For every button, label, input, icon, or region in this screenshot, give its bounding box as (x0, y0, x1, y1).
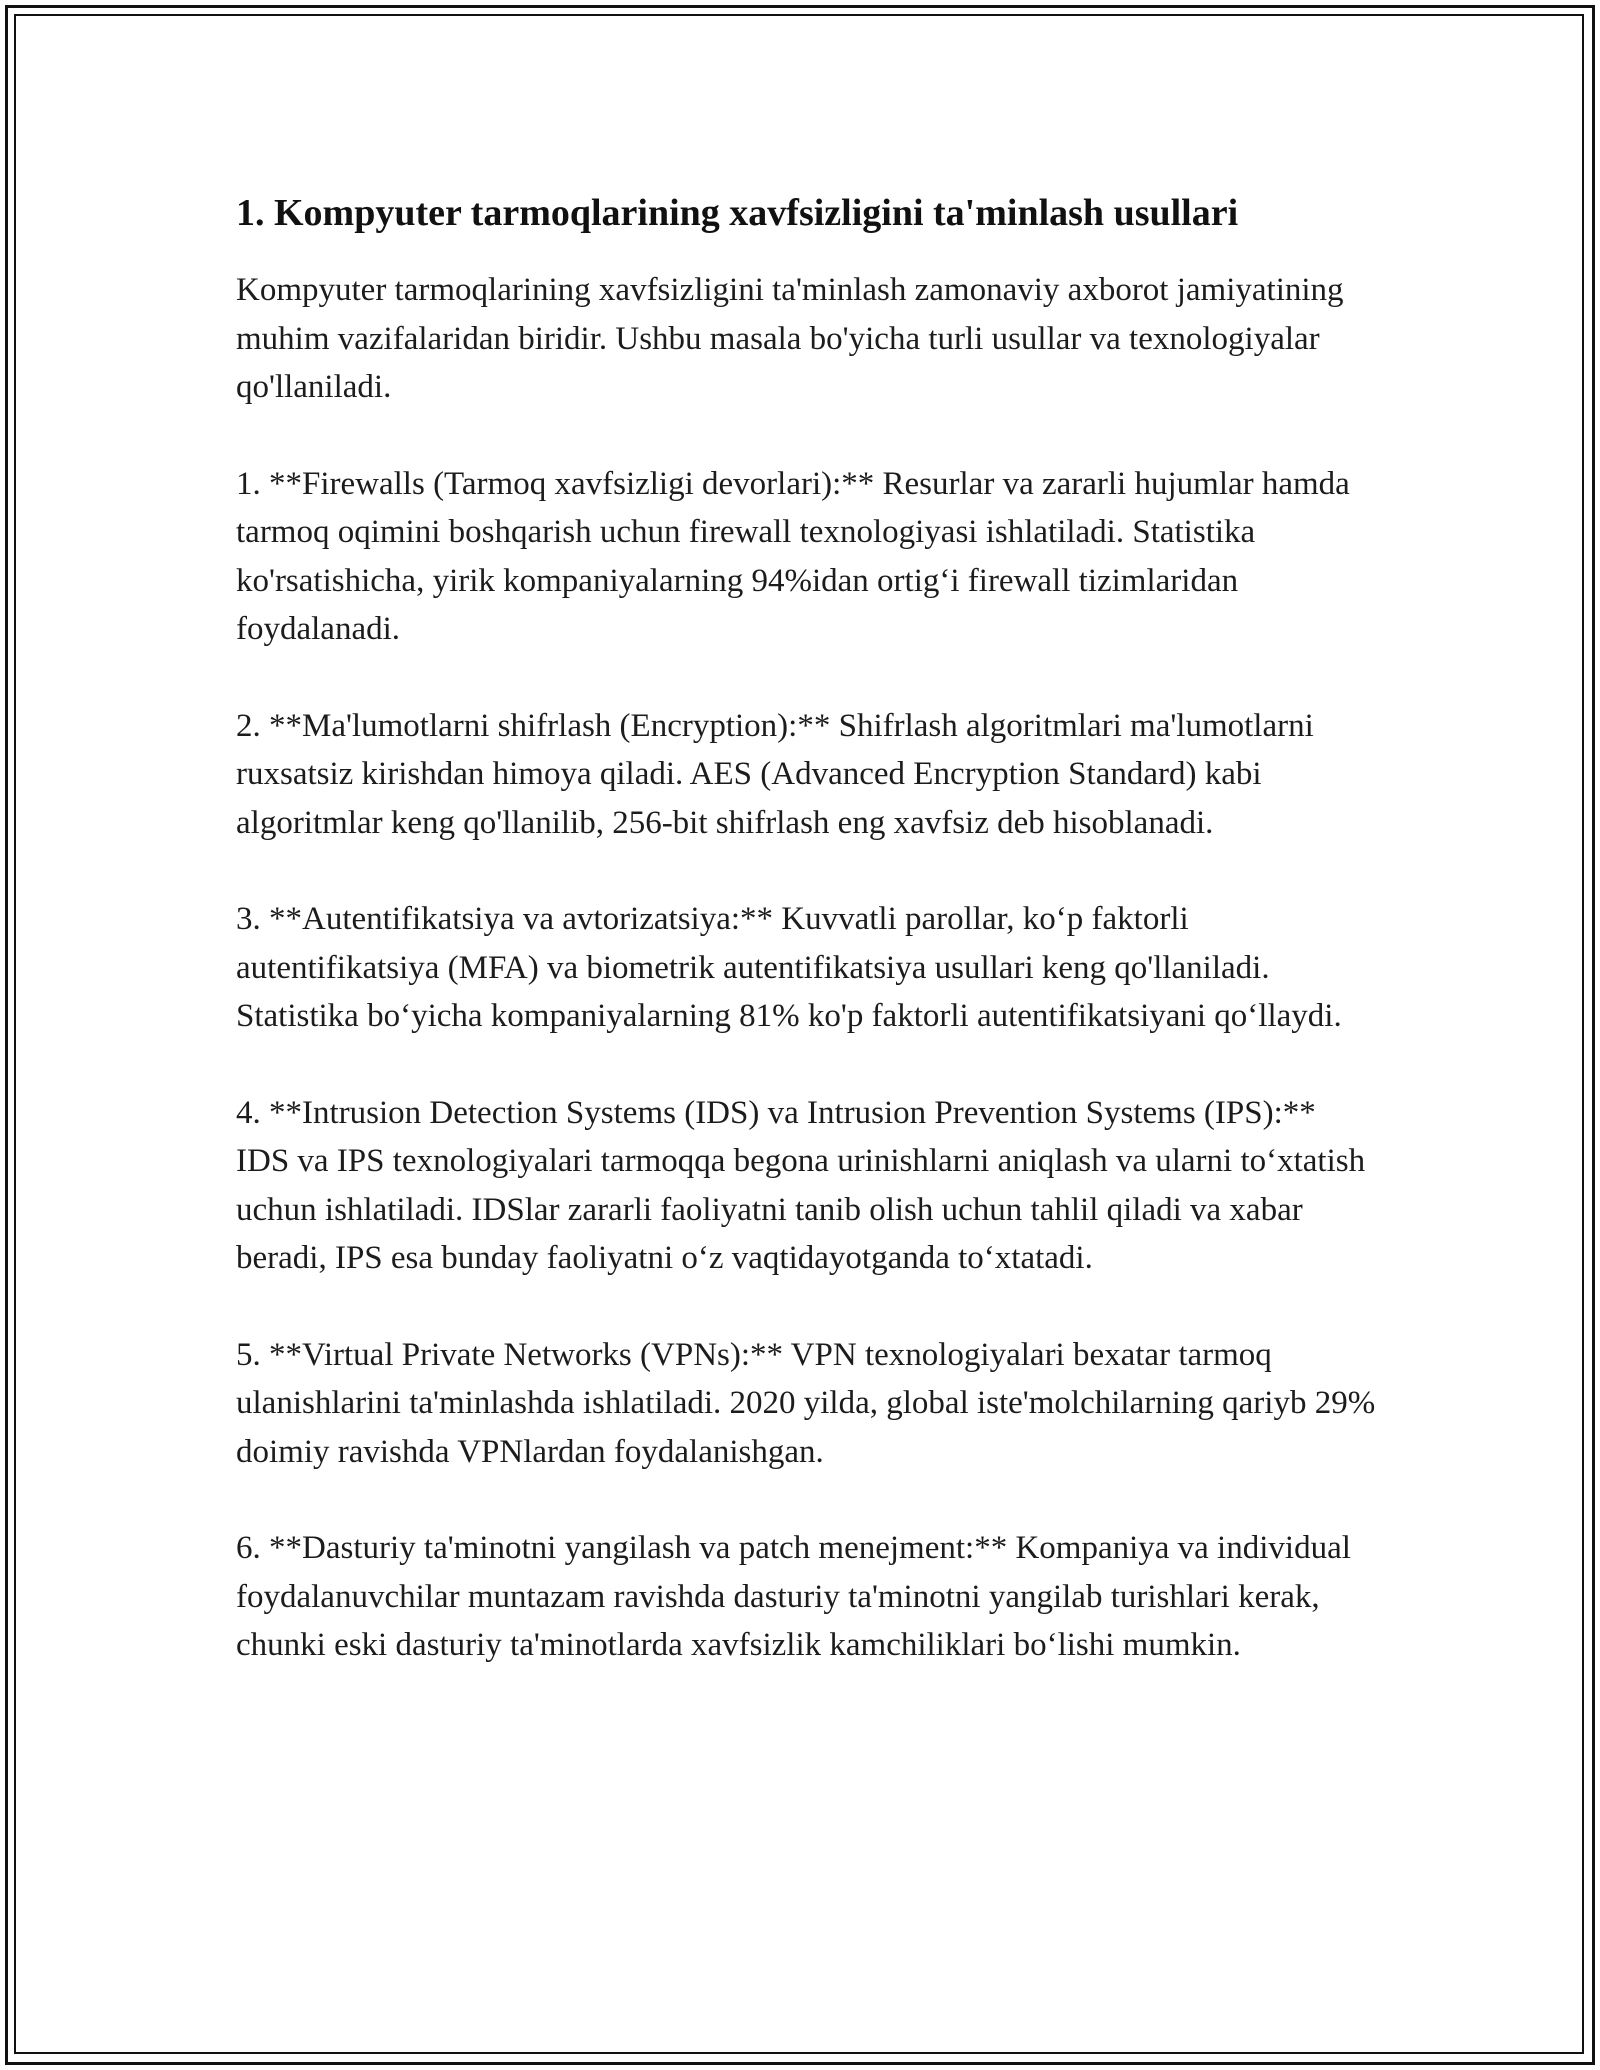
document-title: 1. Kompyuter tarmoqlarining xavfsizligini ta'minlash usullari (236, 192, 1239, 234)
list-item-ids-ips: 4. **Intrusion Detection Systems (IDS) va Intrusion Prevention Systems (IPS):** IDS va IPS texnologiyalari tarmoqqa begona urinishlarni aniqlash va ularni to‘xtatish uchun ishlatiladi. IDSlar zararli faoliyatni tanib olish uchun tahlil qiladi va xabar beradi, IPS esa bunday faoliyatni o‘z vaqtidayotganda to‘xtatadi. (236, 1094, 1366, 1276)
list-item-firewalls: 1. **Firewalls (Tarmoq xavfsizligi devorlari):** Resurlar va zararli hujumlar hamda tarmoq oqimini boshqarish uchun firewall texnologiyasi ishlatiladi. Statistika ko'rsatishicha, yirik kompaniyalarning 94%idan ortig‘i firewall tizimlaridan foydalanadi. (236, 465, 1350, 647)
intro-paragraph: Kompyuter tarmoqlarining xavfsizligini ta'minlash zamonaviy axborot jamiyatining muhim vazifalaridan biridir. Ushbu masala bo'yicha turli usullar va texnologiyalar qo'llaniladi. (236, 272, 1344, 405)
list-item-authentication: 3. **Autentifikatsiya va avtorizatsiya:** Kuvvatli parollar, ko‘p faktorli autentifikatsiya (MFA) va biometrik autentifikatsiya usullari keng qo'llaniladi. Statistika bo‘yicha kompaniyalarning 81% ko'p faktorli autentifikatsiyani qo‘llaydi. (236, 901, 1342, 1034)
document-body (236, 186, 1376, 1670)
list-item-patch-management: 6. **Dasturiy ta'minotni yangilash va patch menejment:** Kompaniya va individual foydalanuvchilar muntazam ravishda dasturiy ta'minotni yangilab turishlari kerak, chunki eski dasturiy ta'minotlarda xavfsizlik kamchiliklari bo‘lishi mumkin. (236, 1530, 1351, 1663)
list-item-encryption: 2. **Ma'lumotlarni shifrlash (Encryption):** Shifrlash algoritmlari ma'lumotlarni ruxsatsiz kirishdan himoya qiladi. AES (Advanced Encryption Standard) kabi algoritmlar keng qo'llanilib, 256-bit shifrlash eng xavfsiz deb hisoblanadi. (236, 707, 1314, 841)
list-item-vpns: 5. **Virtual Private Networks (VPNs):** VPN texnologiyalari bexatar tarmoq ulanishlarini ta'minlashda ishlatiladi. 2020 yilda, global iste'molchilarning qariyb 29% doimiy ravishda VPNlardan foydalanishgan. (236, 1336, 1376, 1470)
